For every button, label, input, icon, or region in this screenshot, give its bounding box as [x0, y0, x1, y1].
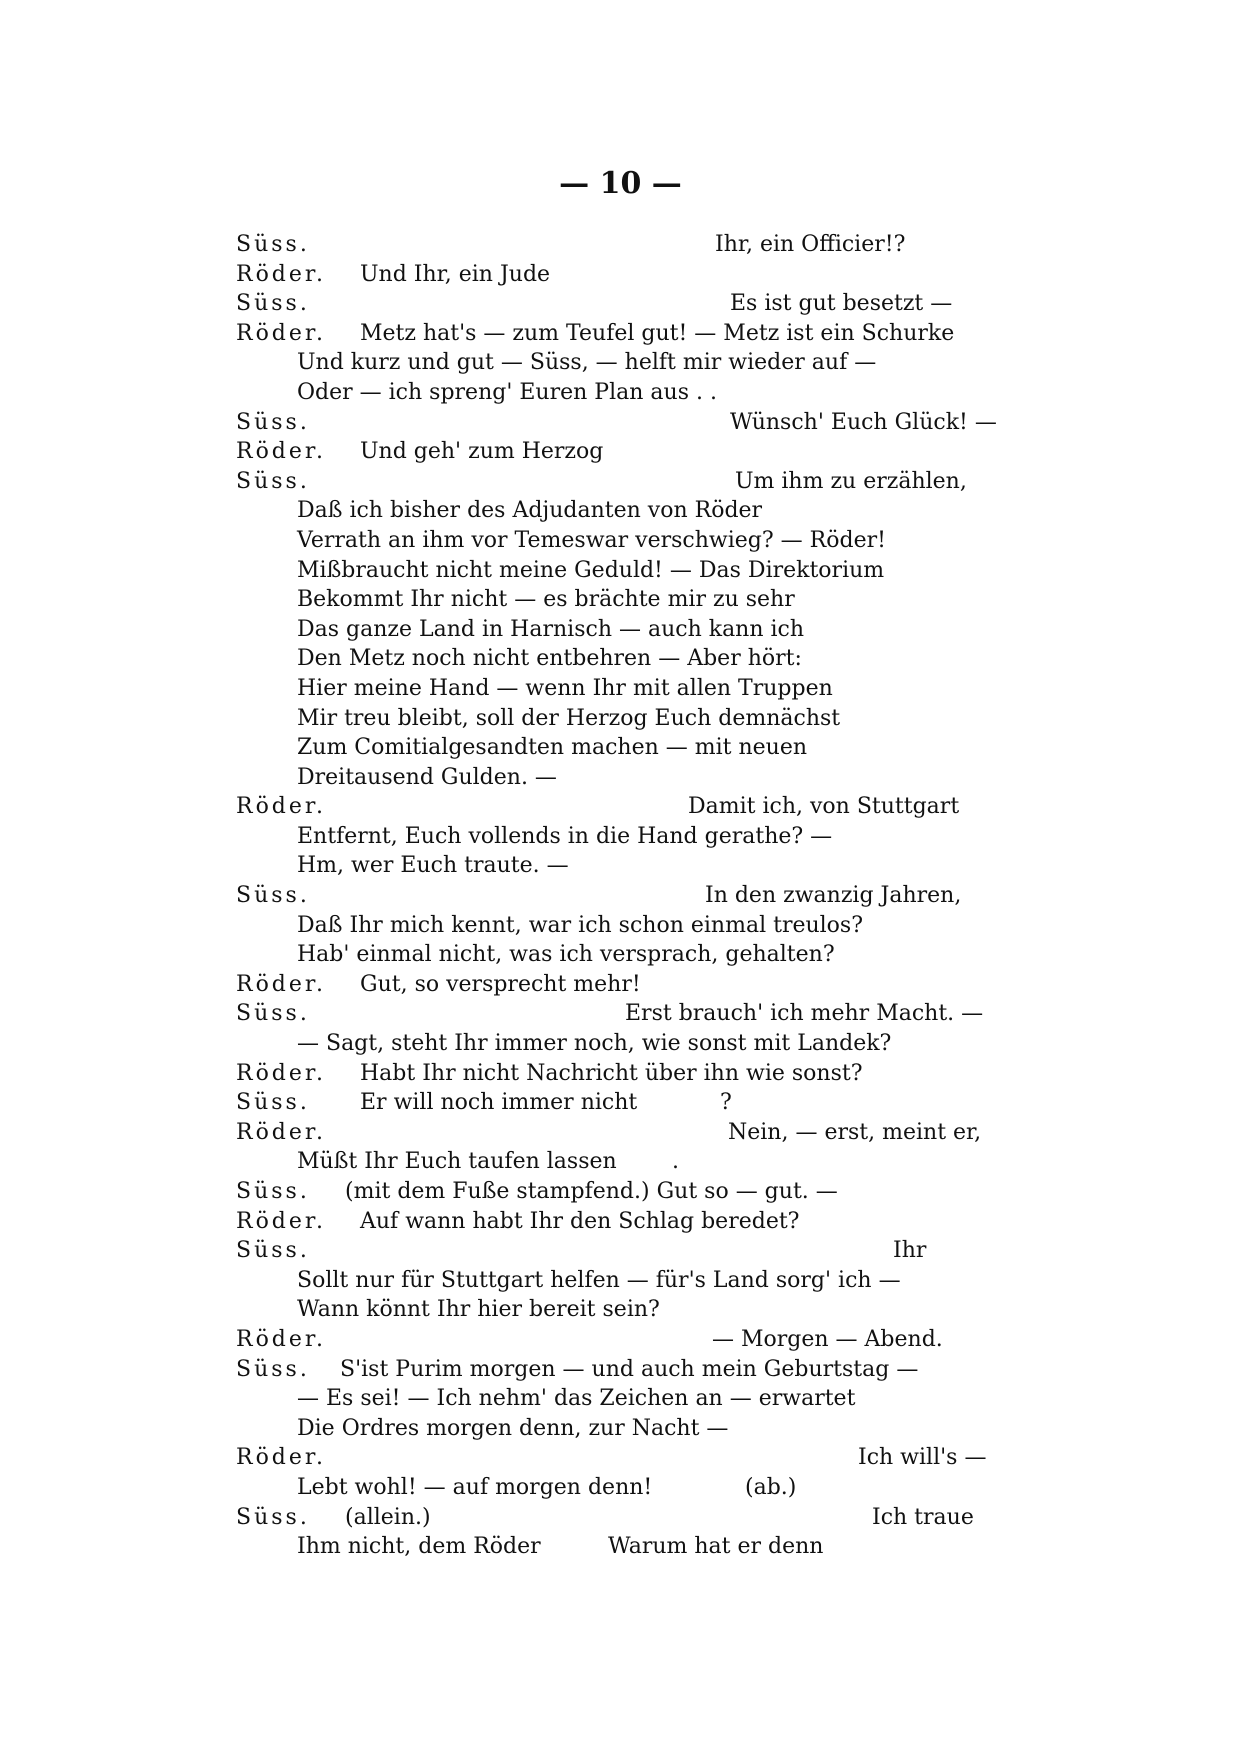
text-line: [0, 1503, 1241, 1533]
line-text: Zum Comitialgesandten machen — mit neuen: [297, 735, 808, 761]
text-line: [0, 437, 1241, 467]
text-line: [0, 733, 1241, 763]
text-line: [0, 1443, 1241, 1473]
speaker-name: Röder.: [236, 261, 327, 287]
text-line: [0, 970, 1241, 1000]
text-line: [0, 881, 1241, 911]
text-line: [0, 999, 1241, 1029]
line-text: Daß Ihr mich kennt, war ich schon einmal treulos?: [297, 912, 864, 938]
speaker-name: Röder.: [236, 1119, 327, 1145]
speaker-name: Süss.: [236, 1090, 310, 1116]
line-text: Bekommt Ihr nicht — es brächte mir zu sehr: [297, 587, 795, 613]
line-text-continued: Es ist gut besetzt —: [730, 291, 953, 317]
text-line: [0, 615, 1241, 645]
line-text: Metz hat's — zum Teufel gut! — Metz ist ein Schurke: [360, 320, 955, 346]
line-text: Und kurz und gut — Süss, — helft mir wieder auf —: [297, 350, 877, 376]
line-text: Und geh' zum Herzog: [360, 439, 604, 465]
text-line: [0, 1384, 1241, 1414]
speaker-name: Süss.: [236, 232, 310, 257]
line-text: Mißbraucht nicht meine Geduld! — Das Direktorium: [297, 557, 885, 583]
speaker-name: Röder.: [236, 320, 327, 346]
text-line: [0, 1236, 1241, 1266]
line-text-continued: ?: [720, 1090, 732, 1116]
line-text: Oder — ich spreng' Euren Plan aus . .: [297, 379, 717, 405]
speaker-name: Süss.: [236, 291, 310, 317]
speaker-name: Süss.: [236, 468, 310, 494]
line-text-continued: Wünsch' Euch Glück! —: [730, 409, 997, 435]
text-line: [0, 1177, 1241, 1207]
line-text-continued: Ich traue: [872, 1504, 974, 1530]
line-text: Hier meine Hand — wenn Ihr mit allen Truppen: [297, 675, 833, 701]
line-text-continued: Nein, — erst, meint er,: [728, 1119, 982, 1145]
text-line: [0, 1473, 1241, 1503]
text-line: [0, 408, 1241, 438]
line-text: Habt Ihr nicht Nachricht über ihn wie sonst?: [360, 1060, 863, 1086]
text-line: [0, 1118, 1241, 1148]
line-text: Dreitausend Gulden. —: [297, 764, 557, 790]
line-text: Müßt Ihr Euch taufen lassen: [297, 1149, 617, 1175]
line-text: Den Metz noch nicht entbehren — Aber hört:: [297, 646, 802, 672]
speaker-name: Süss.: [236, 1001, 310, 1027]
line-text: Daß ich bisher des Adjudanten von Röder: [297, 498, 763, 524]
line-text: Lebt wohl! — auf morgen denn!: [297, 1474, 653, 1500]
speaker-name: Süss.: [236, 1238, 310, 1264]
text-line: [0, 1147, 1241, 1177]
line-text: Verrath an ihm vor Temeswar verschwieg? — Röder!: [297, 527, 886, 553]
line-text: — Es sei! — Ich nehm' das Zeichen an — erwartet: [297, 1386, 856, 1412]
page-number: — 10 —: [559, 166, 682, 201]
text-line: [0, 1295, 1241, 1325]
line-text: Und Ihr, ein Jude: [360, 261, 551, 287]
text-line: [0, 378, 1241, 408]
text-line: [0, 1414, 1241, 1444]
text-line: [0, 763, 1241, 793]
text-line: [0, 585, 1241, 615]
text-line: [0, 1325, 1241, 1355]
line-text-continued: Um ihm zu erzählen,: [735, 468, 967, 494]
line-text: (allein.): [345, 1504, 431, 1530]
text-line: [0, 1029, 1241, 1059]
line-text-continued: Ich will's —: [858, 1445, 987, 1471]
text-line: [0, 644, 1241, 674]
line-text: Sollt nur für Stuttgart helfen — für's Land sorg' ich —: [297, 1267, 901, 1293]
line-text: Die Ordres morgen denn, zur Nacht —: [297, 1415, 729, 1441]
speaker-name: Röder.: [236, 1060, 327, 1086]
text-line: [0, 674, 1241, 704]
line-text: (mit dem Fuße stampfend.) Gut so — gut. —: [345, 1179, 838, 1204]
text-line: [0, 1355, 1241, 1385]
speaker-name: Süss.: [236, 1504, 310, 1530]
speaker-name: Süss.: [236, 1356, 310, 1382]
text-line: [0, 348, 1241, 378]
text-line: [0, 1207, 1241, 1237]
text-line: [0, 230, 1241, 260]
line-text: Mir treu bleibt, soll der Herzog Euch demnächst: [297, 705, 841, 731]
speaker-name: Röder.: [236, 971, 327, 997]
line-text-continued: Ihr, ein Officier!?: [715, 232, 906, 257]
line-text: Ihm nicht, dem Röder: [297, 1534, 541, 1560]
text-line: [0, 1088, 1241, 1118]
line-text-continued: In den zwanzig Jahren,: [705, 883, 962, 909]
text-line: [0, 289, 1241, 319]
text-line: [0, 911, 1241, 941]
text-line: [0, 319, 1241, 349]
text-line: [0, 260, 1241, 290]
line-text-continued: — Morgen — Abend.: [712, 1326, 943, 1352]
line-text: Auf wann habt Ihr den Schlag beredet?: [360, 1208, 800, 1234]
line-text-continued: (ab.): [745, 1474, 797, 1500]
text-line: [0, 526, 1241, 556]
line-text-continued: Erst brauch' ich mehr Macht. —: [625, 1001, 984, 1027]
line-text-continued: .: [672, 1149, 679, 1175]
line-text: Wann könnt Ihr hier bereit sein?: [297, 1297, 660, 1323]
speaker-name: Röder.: [236, 1326, 327, 1352]
line-text: Hab' einmal nicht, was ich versprach, gehalten?: [297, 942, 835, 968]
line-text: Er will noch immer nicht: [360, 1090, 638, 1116]
text-line: [0, 792, 1241, 822]
play-text: [0, 230, 1241, 1562]
speaker-name: Röder.: [236, 1208, 327, 1234]
text-line: [0, 704, 1241, 734]
line-text: S'ist Purim morgen — und auch mein Geburtstag —: [340, 1356, 919, 1382]
text-line: [0, 467, 1241, 497]
speaker-name: Röder.: [236, 439, 327, 465]
text-line: [0, 1266, 1241, 1296]
text-line: [0, 1059, 1241, 1089]
line-text-continued: Warum hat er denn: [608, 1534, 824, 1560]
speaker-name: Röder.: [236, 1445, 327, 1471]
text-line: [0, 822, 1241, 852]
line-text: — Sagt, steht Ihr immer noch, wie sonst mit Landek?: [297, 1031, 892, 1057]
line-text: Hm, wer Euch traute. —: [297, 853, 569, 879]
text-line: [0, 556, 1241, 586]
text-line: [0, 496, 1241, 526]
speaker-name: Süss.: [236, 409, 310, 435]
line-text: Entfernt, Euch vollends in die Hand gerathe? —: [297, 823, 833, 849]
line-text-continued: Ihr: [893, 1238, 927, 1264]
line-text: Gut, so versprecht mehr!: [360, 971, 641, 997]
speaker-name: Röder.: [236, 794, 327, 820]
speaker-name: Süss.: [236, 883, 310, 909]
line-text: Das ganze Land in Harnisch — auch kann ich: [297, 616, 805, 642]
text-line: [0, 851, 1241, 881]
speaker-name: Süss.: [236, 1179, 310, 1204]
line-text-continued: Damit ich, von Stuttgart: [688, 794, 960, 820]
text-line: [0, 940, 1241, 970]
text-line: [0, 1532, 1241, 1562]
